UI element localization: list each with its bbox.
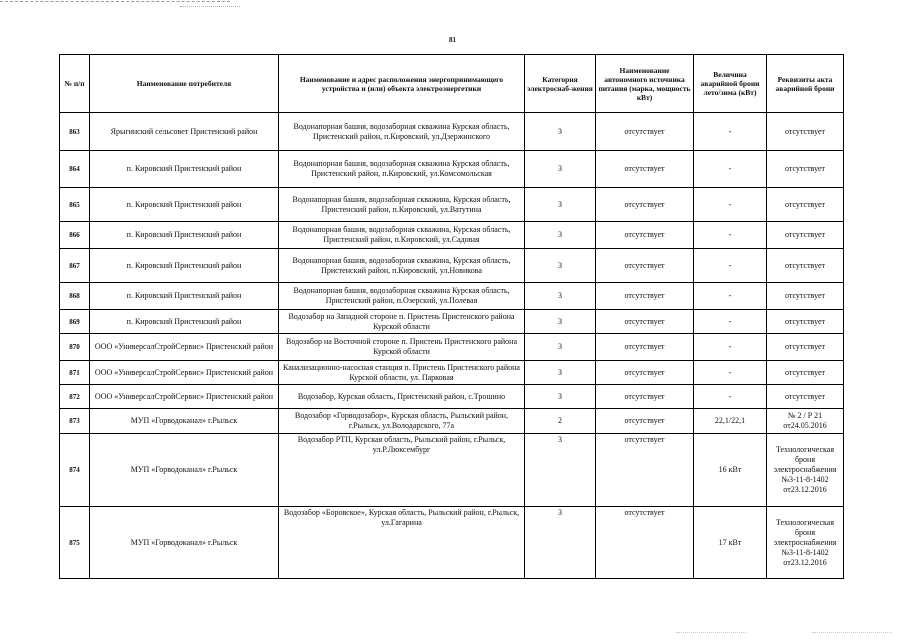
header-num: № п/п — [60, 55, 90, 113]
row-num: 869 — [60, 310, 90, 334]
row-object: Водонапорная башня, водозаборная скважина, Курская область, Пристенский район, п.Кировский, ул.Ватутина — [279, 188, 525, 222]
row-source: отсутствует — [596, 507, 694, 579]
row-act: отсутствует — [767, 151, 844, 188]
row-consumer: п. Кировский Пристенский район — [90, 310, 279, 334]
table-row — [60, 151, 844, 188]
row-consumer: ООО «УниверсалСтройСервис» Пристенский район — [90, 334, 279, 361]
header-act: Реквизиты акта аварийной брони — [767, 55, 844, 113]
row-num: 872 — [60, 385, 90, 409]
row-source: отсутствует — [596, 361, 694, 385]
row-consumer: п. Кировский Пристенский район — [90, 188, 279, 222]
row-reserve: 16 кВт — [694, 434, 767, 507]
header-category: Категория электроснаб-жения — [525, 55, 596, 113]
table-row — [60, 113, 844, 151]
row-act: отсутствует — [767, 113, 844, 151]
row-num: 868 — [60, 283, 90, 310]
row-category: 3 — [525, 151, 596, 188]
row-object: Водонапорная башня, водозаборная скважина, Курская область, Пристенский район, п.Кировский, ул.Новикова — [279, 249, 525, 283]
row-reserve: - — [694, 334, 767, 361]
row-reserve: - — [694, 151, 767, 188]
row-category: 3 — [525, 310, 596, 334]
scan-artifact-line — [676, 632, 746, 635]
table-row — [60, 361, 844, 385]
row-act: отсутствует — [767, 249, 844, 283]
row-reserve: - — [694, 222, 767, 249]
row-source: отсутствует — [596, 310, 694, 334]
row-category: 2 — [525, 409, 596, 434]
table-row — [60, 283, 844, 310]
row-consumer: МУП «Горводоканал» г.Рыльск — [90, 507, 279, 579]
row-category: 3 — [525, 113, 596, 151]
row-category: 3 — [525, 249, 596, 283]
row-consumer: МУП «Горводоканал» г.Рыльск — [90, 434, 279, 507]
row-object: Водонапорная башня, водозаборная скважина Курская область, Пристенский район, п.Озерский, ул.Полевая — [279, 283, 525, 310]
row-source: отсутствует — [596, 334, 694, 361]
row-act: отсутствует — [767, 361, 844, 385]
table-row — [60, 507, 844, 579]
table-row — [60, 409, 844, 434]
row-source: отсутствует — [596, 283, 694, 310]
page-number: 81 — [449, 36, 456, 44]
row-source: отсутствует — [596, 222, 694, 249]
table-row — [60, 334, 844, 361]
row-act: отсутствует — [767, 222, 844, 249]
row-reserve: - — [694, 385, 767, 409]
row-consumer: п. Кировский Пристенский район — [90, 151, 279, 188]
table-row — [60, 188, 844, 222]
row-object: Водонапорная башня, водозаборная скважина, Курская область, Пристенский район, п.Кировский, ул.Садовая — [279, 222, 525, 249]
row-source: отсутствует — [596, 249, 694, 283]
row-consumer: п. Кировский Пристенский район — [90, 283, 279, 310]
row-object: Водозабор РТП, Курская область, Рыльский район, г.Рыльск, ул.Р.Люксембург — [279, 434, 525, 507]
row-source: отсутствует — [596, 151, 694, 188]
row-consumer: МУП «Горводоканал» г.Рыльск — [90, 409, 279, 434]
row-num: 873 — [60, 409, 90, 434]
header-object: Наименование и адрес расположения энергопринимающего устройства и (или) объекта электроэнергетики — [279, 55, 525, 113]
row-act: отсутствует — [767, 188, 844, 222]
row-act: № 2 / Р 21 от24.05.2016 — [767, 409, 844, 434]
row-act: отсутствует — [767, 334, 844, 361]
row-num: 864 — [60, 151, 90, 188]
row-act: Технологическая броня электроснабжения №3-11-8-1402 от23.12.2016 — [767, 507, 844, 579]
table-header-row — [60, 55, 844, 113]
row-object: Канализационно-насосная станция п. Пристень Пристенского района Курской области, ул. Парковая — [279, 361, 525, 385]
row-object: Водозабор «Горводозабор», Курская область, Рыльский район, г.Рыльск, ул.Володарского, 77а — [279, 409, 525, 434]
row-num: 865 — [60, 188, 90, 222]
row-reserve: - — [694, 310, 767, 334]
scan-artifact-line — [180, 6, 240, 9]
header-consumer: Наименование потребителя — [90, 55, 279, 113]
row-category: 3 — [525, 222, 596, 249]
row-object: Водонапорная башня, водозаборная скважина Курская область, Пристенский район, п.Кировский, ул.Комсомольская — [279, 151, 525, 188]
row-num: 866 — [60, 222, 90, 249]
row-consumer: п. Кировский Пристенский район — [90, 249, 279, 283]
row-object: Водозабор «Боровское», Курская область, Рыльский район, г.Рыльск, ул.Гагарина — [279, 507, 525, 579]
row-act: отсутствует — [767, 385, 844, 409]
row-category: 3 — [525, 507, 596, 579]
row-act: отсутствует — [767, 283, 844, 310]
row-reserve: 17 кВт — [694, 507, 767, 579]
row-category: 3 — [525, 434, 596, 507]
header-reserve: Величина аварийной брони лето/зима (кВт) — [694, 55, 767, 113]
table-row — [60, 222, 844, 249]
row-category: 3 — [525, 361, 596, 385]
row-reserve: - — [694, 361, 767, 385]
table-row — [60, 434, 844, 507]
row-category: 3 — [525, 385, 596, 409]
header-source: Наименование автономного источника питания (марка, мощность кВт) — [596, 55, 694, 113]
row-object: Водозабор на Восточной стороне п. Пристень Пристенского района Курской области — [279, 334, 525, 361]
row-object: Водонапорная башня, водозаборная скважина Курская область, Пристенский район, п.Кировский, ул.Дзержинского — [279, 113, 525, 151]
row-source: отсутствует — [596, 188, 694, 222]
table-row — [60, 310, 844, 334]
row-consumer: п. Кировский Пристенский район — [90, 222, 279, 249]
table-row — [60, 385, 844, 409]
row-reserve: - — [694, 113, 767, 151]
scan-artifact-line — [0, 1, 230, 5]
row-reserve: 22,1/22,1 — [694, 409, 767, 434]
emergency-reserve-table — [59, 54, 844, 579]
row-act: Технологическая броня электроснабжения №3-11-8-1402 от23.12.2016 — [767, 434, 844, 507]
row-category: 3 — [525, 188, 596, 222]
row-num: 871 — [60, 361, 90, 385]
row-act: отсутствует — [767, 310, 844, 334]
row-source: отсутствует — [596, 113, 694, 151]
row-consumer: ООО «УниверсалСтройСервис» Пристенский район — [90, 385, 279, 409]
row-object: Водозабор, Курская область, Пристенский район, с.Трошино — [279, 385, 525, 409]
row-num: 863 — [60, 113, 90, 151]
row-category: 3 — [525, 283, 596, 310]
row-reserve: - — [694, 249, 767, 283]
row-category: 3 — [525, 334, 596, 361]
row-object: Водозабор на Западной стороне п. Пристень Пристенского района Курской области — [279, 310, 525, 334]
row-consumer: Ярыгинский сельсовет Пристенский район — [90, 113, 279, 151]
row-source: отсутствует — [596, 385, 694, 409]
scan-artifact-line — [812, 632, 892, 635]
row-consumer: ООО «УниверсалСтройСервис» Пристенский район — [90, 361, 279, 385]
row-source: отсутствует — [596, 409, 694, 434]
row-num: 870 — [60, 334, 90, 361]
table-row — [60, 249, 844, 283]
row-reserve: - — [694, 283, 767, 310]
row-reserve: - — [694, 188, 767, 222]
row-num: 874 — [60, 434, 90, 507]
row-num: 875 — [60, 507, 90, 579]
row-source: отсутствует — [596, 434, 694, 507]
row-num: 867 — [60, 249, 90, 283]
